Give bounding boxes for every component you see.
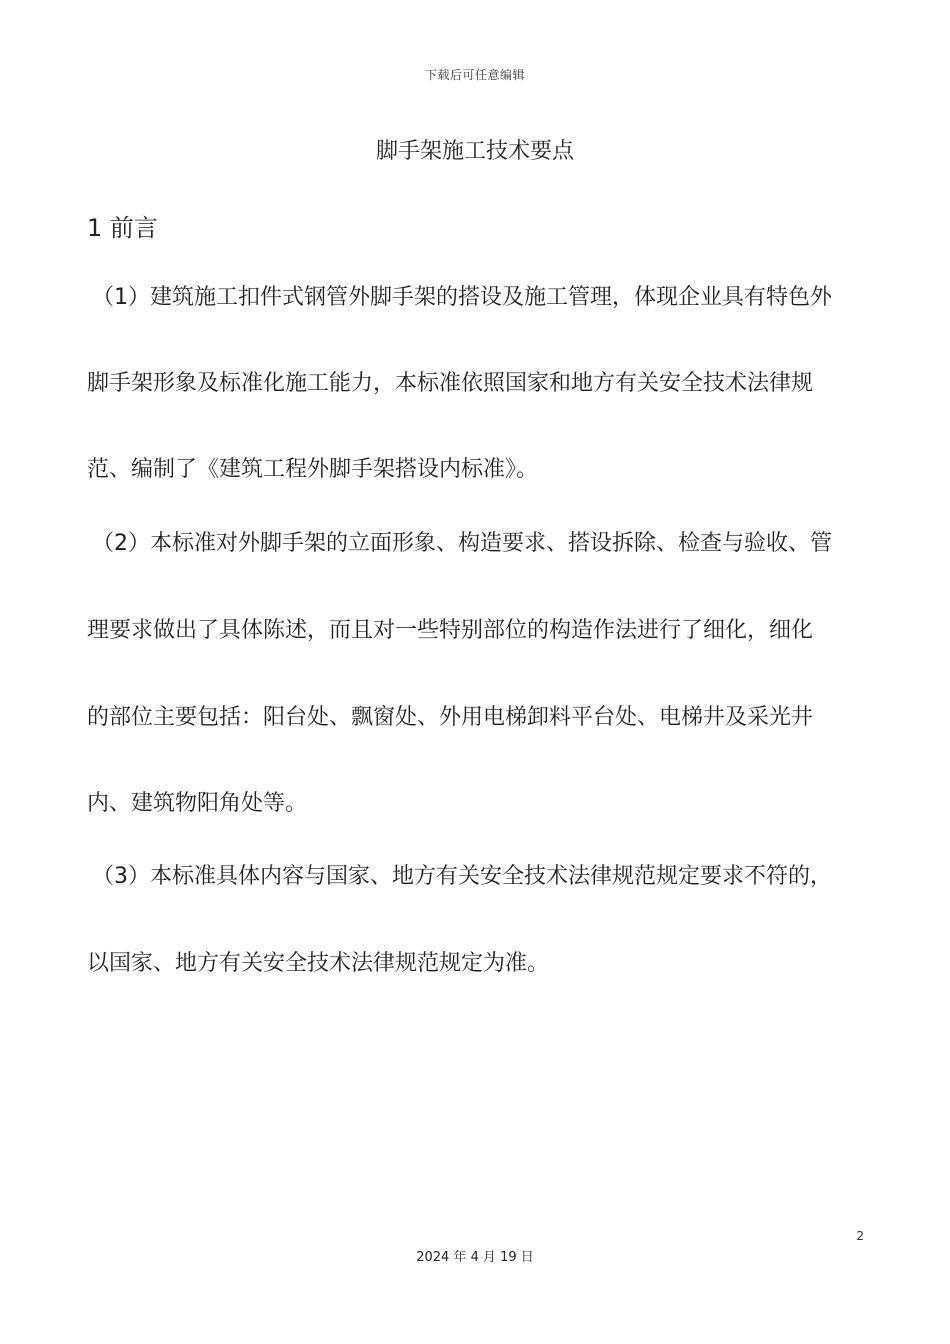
- paragraph-line: （3）本标准具体内容与国家、地方有关安全技术法律规范规定要求不符的，: [92, 864, 832, 889]
- paragraph-line: 的部位主要包括：阳台处、飘窗处、外用电梯卸料平台处、电梯井及采光井: [87, 705, 814, 730]
- header-note: 下载后可任意编辑: [424, 68, 525, 82]
- paragraph-line: 内、建筑物阳角处等。: [87, 791, 308, 816]
- paragraph-line: 范、编制了《建筑工程外脚手架搭设内标准》。: [87, 457, 539, 482]
- paragraph-line: 以国家、地方有关安全技术法律规范规定为准。: [87, 951, 550, 976]
- paragraph-line: 脚手架形象及标准化施工能力，本标准依照国家和地方有关安全技术法律规: [87, 371, 814, 396]
- footer-date: 2024 年 4 月 19 日: [416, 1250, 534, 1265]
- paragraph-line: 理要求做出了具体陈述，而且对一些特别部位的构造作法进行了细化，细化: [87, 618, 814, 643]
- section-heading: 1 前言: [87, 214, 158, 242]
- page-number: 2: [856, 1229, 864, 1243]
- paragraph-line: （2）本标准对外脚手架的立面形象、构造要求、搭设拆除、检查与验收、管: [92, 531, 832, 556]
- paragraph-line: （1）建筑施工扣件式钢管外脚手架的搭设及施工管理，体现企业具有特色外: [92, 285, 832, 310]
- document-title: 脚手架施工技术要点: [375, 139, 574, 164]
